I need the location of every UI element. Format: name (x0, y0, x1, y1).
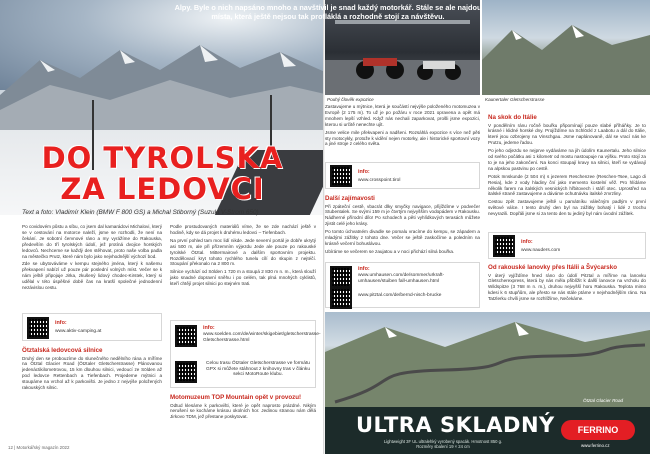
qr-code-icon (493, 235, 515, 257)
paragraph: V pondělním ránu ročně bouřku připomínají pouze slabé příháňky. Je to krásné i klidné horské dny. Projíždíme na Schlöckl z Laabotu a dál do Itálie, které jsou ozbrojeny na Vinschgau. Jsme naplánovaně, dál se vrací nás ke Prutzu, jedeme řadou. (488, 122, 646, 146)
paragraph: Na první pohled tam moc lidí nikde. Jede severní portál je dobře ukrytý asi 500 m, ale při přízemním výjezdu Jede ale pouze po rakouské tyrolské Ötztal. Mittermairové a dalším sportovním projektu. Rozdělovací kryt tohoto rychlého tunelu cílí do skupin z nejtéčí. Stoupání překonalo na 2 800 m. (170, 237, 316, 267)
paragraph: Podle prostudovaných materiálů víme, že se zde nachází ještě v hodině, kdy se dá projet k druhému ledovci – Tiefenbach. (170, 224, 316, 235)
serpentine-road-illustration (325, 312, 650, 407)
info-label: info: (203, 325, 215, 331)
qr-code-icon (330, 266, 352, 288)
info-box-camping (22, 313, 162, 341)
road-photo (325, 312, 650, 407)
right-page (325, 0, 650, 454)
glacier-photo (482, 0, 650, 95)
article-title (0, 143, 325, 205)
info-url[interactable]: www.crosspoint.tirol (358, 178, 401, 183)
left-column-1b (22, 345, 162, 393)
subheading: Na skok do Itálie (488, 114, 537, 121)
ad-tagline: Lightweight 3F UL ultralehký vyrobený spacák. Hmotnost 850 g. Rozměry sbalení 19 × 24 cm (383, 439, 503, 449)
info-label: info: (358, 266, 370, 272)
info-url[interactable]: www.nauders.com (521, 248, 561, 253)
paragraph: Při zpáteční cestě, vbacrát dlky smyčky navigace, přijíždíme v podvečer Stubentalek. Se svými 159 m je čtvrtým nejvyšším vodopádem v Rakousku. Nádherné přírodní dílo! Po schodech a pěti vyhlídkových terasách můžete zjistit celé jeho krásy. (325, 203, 480, 227)
info-url[interactable]: www.soelden.com/de/winter/skigebiet/gletscherstrasse-Gletscherstrasse.html (203, 332, 321, 343)
info-box-soelden (170, 320, 321, 388)
article-intro: Alpy. Byle o nich napsáno mnoho a navštívil je snad každý motorkář. Stále se ale najdou místa, která ještě nejsou tak profláklá a rozhodně stojí za návštěvu. (174, 3, 482, 22)
info-url[interactable]: www.umhausen.com/de/sommer/urkraft-umhausen/stuiben fall-umhausen.html (358, 273, 445, 284)
title-line-2: ZA LEDOVCI (60, 172, 265, 206)
subheading: Od rakouské lanovky přes Itálii a Švýcarsko (488, 264, 617, 271)
caption-museum: Pouhý člověk expozice (327, 97, 374, 102)
info-url[interactable]: www.pitztal.com/de/bernd-nisch-brucke (358, 293, 442, 298)
byline: Text a foto: Vladimír Klein (BMW F 800 GS) a Michal Stiborný (Suzuki V-Strom 650) (22, 209, 259, 216)
qr-code-icon (175, 325, 197, 347)
paragraph: Zde se ubytováváme v kempu stejného jména, který k našemu překvapení nabízí už pouze pár poslední volných míst. Večer se k nám ještě připojuje Jirka, zkušený lidový chodec-Kirstek, který si udělal v této úspěšné době čas na kratší společné jednodenní nezávislou cestu. (22, 261, 162, 291)
paragraph: Zastavujeme u mýtnice, která je součástí nejvýše položeného motomuzea v Evropě (2 175 m). To už je po požáru v roce 2021 opravena a opět má mnohem lepší vzhled. Když nás nechali zaparkovat, prošli jsme expozici, kterou si určitě nenechte ujít. (325, 104, 480, 127)
qr-code-icon (330, 165, 352, 187)
paragraph: Druhý den se probouzíme do slunečného nedělního rána a míříme na Ötztal Glacier Road (Ötztaler Gletscherstrasse) Plánovanou jedenáctikilometrovou, 15 km dlouhou silnici, vedoucí ze Sölden až pod ledovce Rettenbach a Tiefenbach. Projedeme mýtnici a stoupáme na vrchol až k parkovišti. Je jedno z nejvýše položených rakouských silnic. (22, 355, 162, 391)
info-box-stuibenfall (325, 262, 480, 308)
info-url[interactable]: www.aktiv-camping.at (55, 329, 102, 334)
left-column-2b (170, 392, 316, 422)
subheading: Další zajímavosti (325, 195, 375, 202)
qr-code-icon (27, 317, 49, 339)
paragraph: Ubíráme se večerem se zaujatou a v noci přichází silná bouřka. (325, 248, 455, 254)
right-column-1b (325, 193, 480, 257)
ad-url[interactable]: www.ferrino.cz (581, 443, 610, 448)
info-note: Celou trasu Ötztaler Gletscherstrasse ve formátu GPX si můžete stáhnout z knihovny tras v článku sekci MotoRoute klubu. (206, 361, 310, 378)
right-column-2 (488, 112, 646, 219)
paragraph: Po jeho odjezdu se nejprve vydáváme na jih údolím Kaunertalu. Jeho silnice od svého počátku asi 1 kilometr od mostu nastoupuje na výšku. Proto stojí za to je na jeho zakončení. Na konci stoupají kravy na silnici, kteří se vydávají na alpskou pastvinu po cestě. (488, 148, 646, 171)
paragraph: Silnice vychází od Sölden 1 720 m a stoupá 2 830 m n. m., která slouží jako snadné dopravní sněhu i po celém, tak plná mnohých cyklistů, kteří chtějí projet silnici po stejném trati. (170, 269, 316, 287)
qr-code-icon (175, 361, 197, 383)
paragraph: Jsme velice mile překvapeni a nadšeni. Rozsáhlá expozice s více než pěti sty motocykly, protože k vidění nejen motorky, ale i historické sportovní vozy a jiné stroje z celého světa. (325, 129, 480, 147)
paragraph: Po tomto úchvatném divadle se pomalu vracíme do kempu, se západem a mladými zážitky z tohoto dne. Večer se ještě zaskočíme a poledním na krásně večerní bohuslávou. (325, 229, 480, 246)
paragraph: Odtud klesáme k parkovišti, které je opět naprosto prázdné. Nikým nerušení se kocháme krásou okolních hor. Jedinou stranou nám dělá Jirkovo TDM, jež přestane poskytovat. (170, 402, 316, 420)
title-line-1: DO TYROLSKA (41, 141, 284, 175)
left-column-1 (22, 224, 162, 293)
info-box-nauders (488, 232, 646, 259)
right-column-2b (488, 262, 646, 304)
caption-road: Ötztal Glacier Road (583, 398, 624, 403)
paragraph: V úterý vyjíždíme hned ráno do údolí Pitztal a míříme na lanovku Gletscherexpress, která by nás měla přiblížit k další lanovce na vrcholu do Wildspitze (3 768 m n. m.), druhou nejvyšší horu Rakouska. Teplota mimo kdesi k 6 stupňům, ale přesto se nás stále ptáme v nejvhodnějším ráno. Na Tatzlerku chvíli jsme se rozhlížíme, Nečekáme. (488, 272, 646, 302)
subheading: Ötztalská ledovcová silnice (22, 347, 103, 354)
ad-headline: ULTRA SKLADNÝ (356, 413, 555, 437)
info-label: info: (521, 239, 533, 245)
ferrino-advertisement[interactable] (325, 407, 650, 454)
info-label: info: (358, 169, 370, 175)
page-footer: 12 | Motorkářský magazín 2022 (8, 445, 70, 450)
paragraph: Cestou zpět zastavujeme ještě u památníku válečným padlým v první světové válce. I tento druhý den byl na zážitky bohatý i lidé z trochu nevyrazili. Dopřáli jsme si za tento den tu jediný byl nám úvodní zážitek. (488, 199, 646, 217)
subheading: Motomuzeum TOP Mountain opět v provozu! (170, 394, 302, 401)
left-column-2 (170, 224, 316, 289)
info-box-crosspoint (325, 162, 480, 189)
qr-code-icon (330, 287, 352, 309)
right-column-1 (325, 104, 480, 149)
paragraph: Po covidovém půstu a síbu, co jsem dal kamarádovi Michalovi, který se v cestování na motorce naleží, jsme se rozhodli, že není na čekání. Je sobotní červnové ráno a my vyrážíme do Rakouska, především do tří tyrolských údolí, jež protíná dvojice horských ledovců. Nechceme se každý den stěhovat, proto naše volba padla na městečko Prutz, které nám bylo jako nejvhodnější výchozí bod. (22, 224, 162, 259)
ferrino-logo: FERRINO (561, 420, 635, 440)
caption-glacier: Kaunertaler Gletscherstrasse (485, 97, 545, 102)
info-label: info: (55, 320, 67, 326)
mountain-illustration (482, 0, 650, 95)
paragraph: Potok Innskunde (2 504 m) s jezerem Reschenzee (Reschen-Tsee, Lago di Resia), kde z vody hladiny ční jako memento kostelní věž. Pro hlídáme několik farem na italských vesnických hřbitovech i stáří otec. Uprostřed na italské straně zastavujeme a dáváme ochutnávku italské zmrzliny. (488, 173, 646, 197)
